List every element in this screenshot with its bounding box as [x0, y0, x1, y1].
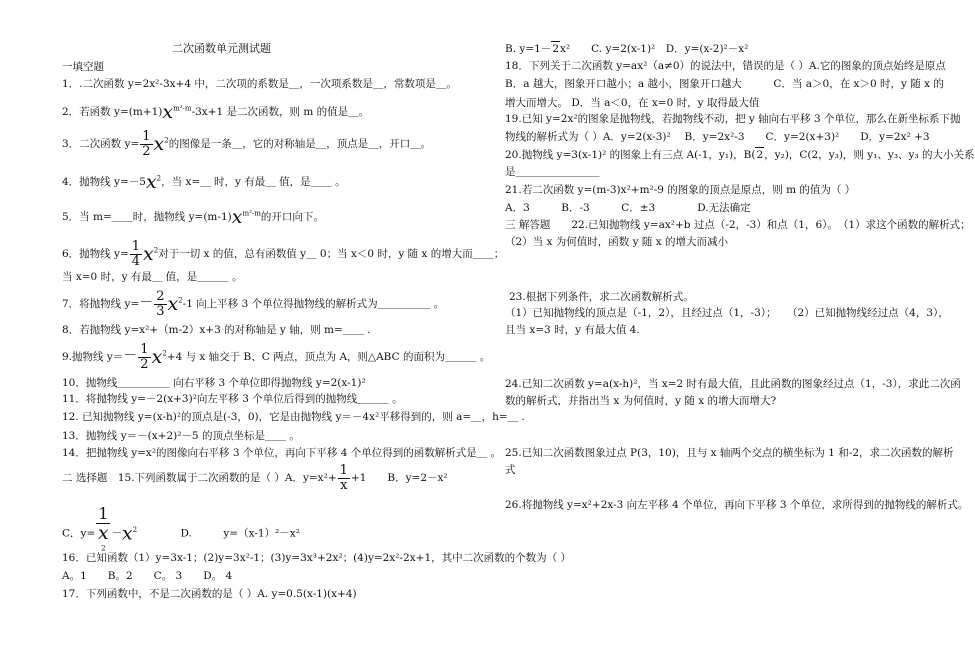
question-17: 17．下列函数中，不是二次函数的是（ ）A. y=0.5(x-1)(x+4)	[62, 588, 357, 600]
question-9: 9.抛物线 y＝－ $\frac{1}{2}$ $x^2+4$ 与 x 轴交于 B、C 两点，顶点为 A，则△ABC 的面积为＿＿＿ 。	[62, 342, 491, 372]
question-2: 2．若函数 $y=(m+1)x^{m^2-m}-3x+1$ 是二次函数，则 m 的值是＿。	[62, 101, 370, 123]
section-fill-blank: 一填空题	[62, 61, 104, 73]
question-20: 20.抛物线 y=3(x-1)² 的图象上有三点 A(-1，y₁)，B(2，y₂)，C(2，y₃)，则 y₁、y₃、y₃ 的大小关系	[505, 149, 975, 161]
question-1: 1．.二次函数 y=2x²-3x+4 中，二次项的系数是＿，一次项系数是＿，常数项是＿。	[62, 78, 457, 90]
question-22-b: （2）当 x 为何值时，函数 y 随 x 的增大而减小	[505, 236, 728, 248]
page-title: 二次函数单元测试题	[172, 42, 271, 55]
fraction: $\frac{1}{x}$	[339, 463, 348, 493]
question-16: 16．已知函数（1）y=3x-1；(2)y=3x²-1；(3)y=3x³+2x²；(4)y=2x²-2x+1，其中二次函数的个数为（ ）	[62, 552, 571, 564]
fraction: $\frac{1}{4}$	[131, 239, 141, 269]
question-25-b: 式	[505, 464, 516, 476]
question-18-b: B．a 越大，图象开口越小；a 越小，图象开口越大 C．当 a＞0，在 x＞0 时，y 随 x 的	[505, 78, 944, 90]
question-21: 21.若二次函数 y=(m-3)x²+m²-9 的图象的顶点是原点，则 m 的值为（ ）	[505, 184, 856, 196]
question-16-options: A。1 B。2 C。 3 D。 4	[62, 570, 233, 582]
question-13: 13．抛物线 y＝－(x+2)²－5 的顶点坐标是＿＿ 。	[62, 430, 300, 442]
question-7: 7．将抛物线 y=－ $\frac{2}{3}$ $x^2-1$ 向上平移 3 个单位得抛物线的解析式为＿＿＿＿＿ 。	[62, 289, 444, 319]
question-15: 二 选择题 15.下列函数属于二次函数的是（ ）A．y=x²+ $\frac{1}{x}$ +1 B．y=2－x²	[62, 463, 448, 493]
question-6-cont: 当 x=0 时，y 有最＿ 值，是＿＿＿ 。	[62, 271, 243, 283]
fraction: 1 x $^2$	[98, 504, 109, 553]
question-18-c: 增大而增大。 D．当 a＜0，在 x=0 时，y 取得最大值	[505, 97, 760, 109]
fraction: $\frac{1}{2}$	[140, 342, 149, 372]
question-23-b: （1）已知抛物线的顶点是（-1，2），且经过点（1，-3）； （2）已知抛物线经过点（4，3），	[505, 307, 949, 319]
sqrt: 2	[756, 149, 764, 161]
question-23-c: 且当 x=3 时，y 有最大值 4.	[505, 324, 640, 336]
question-3: 3．二次函数 y= $\frac{1}{2}$ $x^2$的图像是一条＿，它的对称轴是＿，顶点是＿，开口＿。	[62, 129, 432, 159]
question-20-cont: 是＿＿＿＿＿＿＿＿	[505, 166, 600, 178]
question-19-options: 物线的解析式为（ ）A．y=2(x-3)² B．y=2x²-3 C．y=2(x+3)² D．y=2x² +3	[505, 131, 930, 143]
question-21-options: A．3 B．-3 C．±3 D.无法确定	[505, 202, 751, 214]
question-24: 24.已知二次函数 y=a(x-h)²，当 x=2 时有最大值，且此函数的图象经过点（1，-3），求此二次函	[505, 378, 961, 390]
question-26: 26.将抛物线 y=x²+2x-3 向左平移 4 个单位，再向下平移 3 个单位，求所得到的抛物线的解析式。	[505, 499, 969, 511]
question-6: 6．抛物线 y= $\frac{1}{4}$ $x^2$对于一切 x 的值，总有函数值 y＿ 0；当 x＜0 时，y 随 x 的增大而＿＿；	[62, 239, 505, 269]
question-5: 5．当 m=＿＿时，抛物线 $y=(m-1)x^{m^2-m}$的开口向下。	[62, 206, 324, 228]
question-15-options: C．y= 1 x $^2$ $-x^2$ D. y=（x-1）²－x²	[62, 506, 300, 561]
question-12: 12. 已知抛物线 y=(x-h)²的顶点是(-3，0)，它是由抛物线 y＝－4x²平移得到的，则 a=＿，h=＿ .	[62, 411, 525, 423]
fraction: $\frac{1}{2}$	[142, 129, 151, 159]
question-24-b: 数的解析式，并指出当 x 为何值时，y 随 x 的增大而增大?	[505, 395, 777, 407]
question-19: 19.已知 y=2x²的图象是抛物线，若抛物线不动，把 y 轴向右平移 3 个单位，那么在新坐标系下抛	[505, 113, 961, 125]
question-4: 4．抛物线 $y=-5x^2$，当 x=＿ 时，y 有最＿ 值，是＿＿ 。	[62, 171, 346, 193]
section-answer: 三 解答题 22.已知抛物线 y=ax²+b 过点（-2，-3）和点（1，6）。 （1）求这个函数的解析式；	[505, 219, 971, 231]
question-23: 23.根据下列条件，求二次函数解析式。	[509, 291, 694, 303]
question-11: 11．将抛物线 y=－2(x+3)²向左平移 3 个单位后得到的抛物线＿＿＿ 。	[62, 393, 403, 405]
question-10: 10．抛物线＿＿＿＿＿ 向右平移 3 个单位即得抛物线 y=2(x-1)²	[62, 377, 366, 389]
question-25: 25.已知二次函数图象过点 P(3，10)，且与 x 轴两个交点的横坐标为 1 和-2，求二次函数的解析	[505, 447, 954, 459]
sqrt: 2	[552, 43, 559, 55]
question-8: 8．若抛物线 y=x²+（m-2）x+3 的对称轴是 y 轴，则 m=＿＿ .	[62, 324, 371, 336]
question-14: 14．把抛物线 y=x²的图像向右平移 3 个单位，再向下平移 4 个单位得到的函数解析式是＿ 。	[62, 447, 502, 459]
fraction: $\frac{2}{3}$	[156, 289, 165, 319]
question-17-options: B. y=1－2x² C. y=2(x-1)² D．y=(x-2)²－x²	[505, 43, 749, 55]
question-18: 18．下列关于二次函数 y=ax²（a≠0）的说法中，错误的是（ ）A.它的图象的顶点始终是原点	[505, 60, 946, 72]
